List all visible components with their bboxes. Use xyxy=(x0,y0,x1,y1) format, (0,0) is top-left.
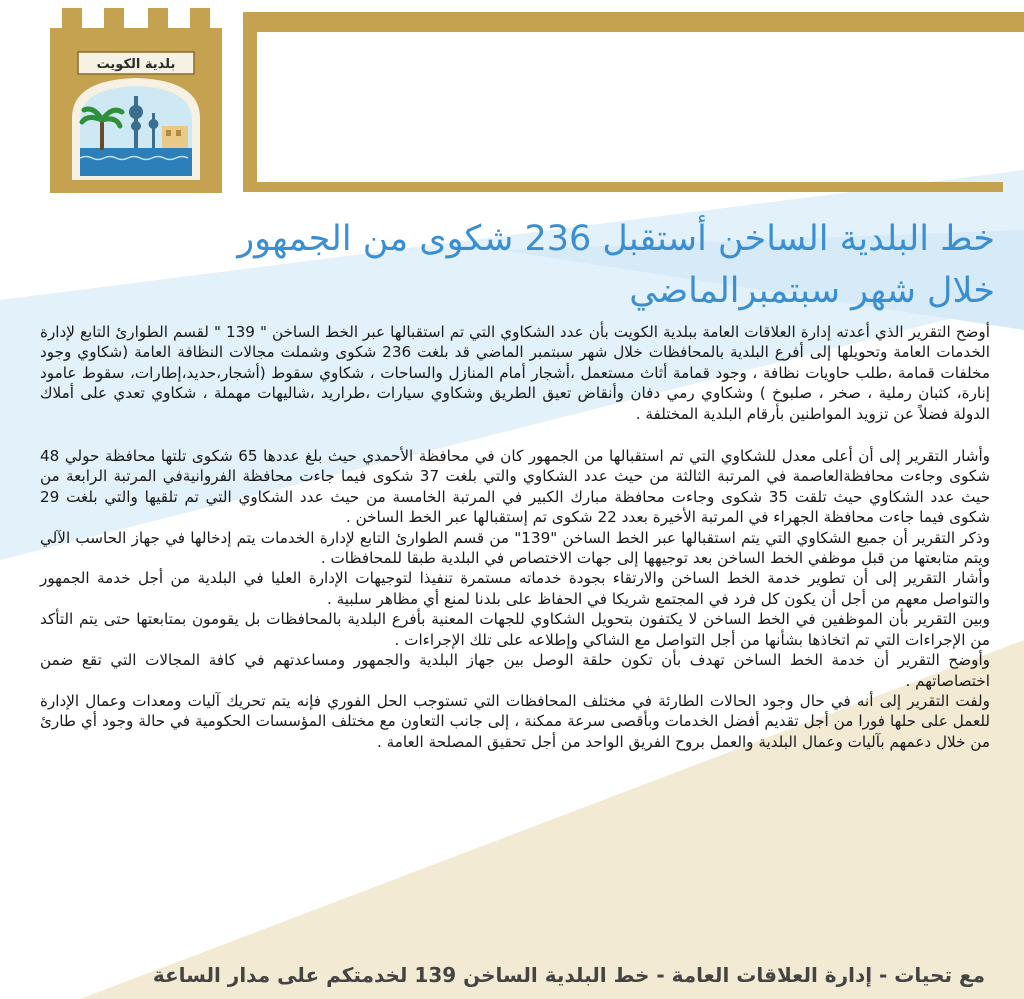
kuwait-municipality-logo xyxy=(50,8,222,193)
paragraph-7: ولفت التقرير إلى أنه في حال وجود الحالات الطارئة في مختلف المحافظات التي تستوجب الحل الفوري فإنه يتم تحريك آليات ومعدات وعمال الإدارة للعمل على حلها فورا من أجل تقديم أفضل الخدمات وبأقصى سرعة ممكنة ، إلى جانب التعاون مع مختلف المؤسسات الحكومية في حالة وجود أي طارئ من خلال دعمهم بآليات وعمال البلدية والعمل بروح الفريق الواحد من أجل تحقيق المصلحة العامة . xyxy=(40,691,990,751)
title-line-2: خلال شهر سبتمبرالماضي xyxy=(629,271,995,311)
paragraph-6: وأوضح التقرير أن خدمة الخط الساخن تهدف بأن تكون حلقة الوصل بين جهاز البلدية والجمهور ومساعدتهم في كافة المجالات التي تقع ضمن اختصاصاتهم . xyxy=(40,651,990,690)
article-title xyxy=(60,213,995,317)
paragraph-3: وذكر التقرير أن جميع الشكاوي التي يتم استقبالها عبر الخط الساخن "139" من قسم الطوارئ التابع لإدارة الخدمات يتم إدخالها في جهاز الحاسب الآلي ويتم متابعتها من قبل موظفي الخط الساخن بعد توجيهها إلى جهات الاختصاص في البلدية طبقا للمحافظات . xyxy=(40,528,990,568)
header-gold-bar xyxy=(243,12,1024,32)
article-body xyxy=(40,322,990,752)
paragraph-1: أوضح التقرير الذي أعدته إدارة العلاقات العامة ببلدية الكويت بأن عدد الشكاوي التي تم استقبالها عبر الخط الساخن " 139 " لقسم الطوارئ التابع لإدارة الخدمات العامة وتحويلها إلى أفرع البلدية بالمحافظات خلال شهر سبتمبر الماضي قد بلغت 236 شكوى وشملت مجالات النظافة العامة (شكاوي وجود مخلفات قمامة ،طلب حاويات نظافة ، وجود قمامة أثاث مستعمل ،أشجار أمام المنازل والساحات ، شكاوي سقوط (أشجار،حديد،إطارات، سقوط عامود إنارة، كثبان رملية ، صخر ، صلبوخ ) وشكاوي رمي دفان وأنقاض تعيق الطريق وشكاوي سيارات ،طراريد ،شاليهات مهملة ، شكاوي تعدي على أملاك الدولة فضلاً عن تزويد المواطنين بأرقام البلدية المختلفة . xyxy=(40,323,990,423)
paragraph-5: وبين التقرير بأن الموظفين في الخط الساخن لا يكتفون بتحويل الشكاوي للجهات المعنية بأفرع البلدية بالمحافظات بل يقومون بمتابعتها حتى يتم التأكد من الإجراءات التي تم اتخاذها بشأنها من أجل التواصل مع الشاكي وإطلاعه على تلك الإجراءات . xyxy=(40,610,990,649)
footer-signature: مع تحيات - إدارة العلاقات العامة - خط البلدية الساخن 139 لخدمتكم على مدار الساعة xyxy=(152,963,985,987)
logo-text: بلدية الكويت xyxy=(96,57,176,72)
paragraph-2: وأشار التقرير إلى أن أعلى معدل للشكاوي التي تم استقبالها من الجمهور كان في محافظة الأحمدي حيث بلغ عددها 65 شكوى تلتها محافظة حولي 48 شكوى وجاءت محافظةالعاصمة في المرتبة الثالثة من حيث عدد الشكاوي والتي بلغت 37 شكوى فيما جاءت محافظة الفروانيةفي المرتبة الرابعة من حيث عدد الشكاوي حيث تلقت 35 شكوى وجاءت محافظة مبارك الكبير في المرتبة الخامسة من حيث عدد الشكاوي التي تم تلقيها والتي بلغت 29 شكوى فيما جاءت محافظة الجهراء في المرتبة الأخيرة بعدد 22 شكوى تم إستقبالها عبر الخط الساخن . xyxy=(40,447,991,527)
paragraph-4: وأشار التقرير إلى أن تطوير خدمة الخط الساخن والارتقاء بجودة خدماته مستمرة تنفيذا لتوجيهات الإدارة العليا في البلدية من أجل خدمة الجمهور والتواصل معهم من أجل أن يكون كل فرد في المجتمع شريكا في الحفاظ على بلدنا لمنع أي مظاهر سلبية . xyxy=(40,569,990,608)
header-gold-frame xyxy=(243,12,1003,192)
title-line-1: خط البلدية الساخن أستقبل 236 شكوى من الجمهور xyxy=(237,219,995,259)
